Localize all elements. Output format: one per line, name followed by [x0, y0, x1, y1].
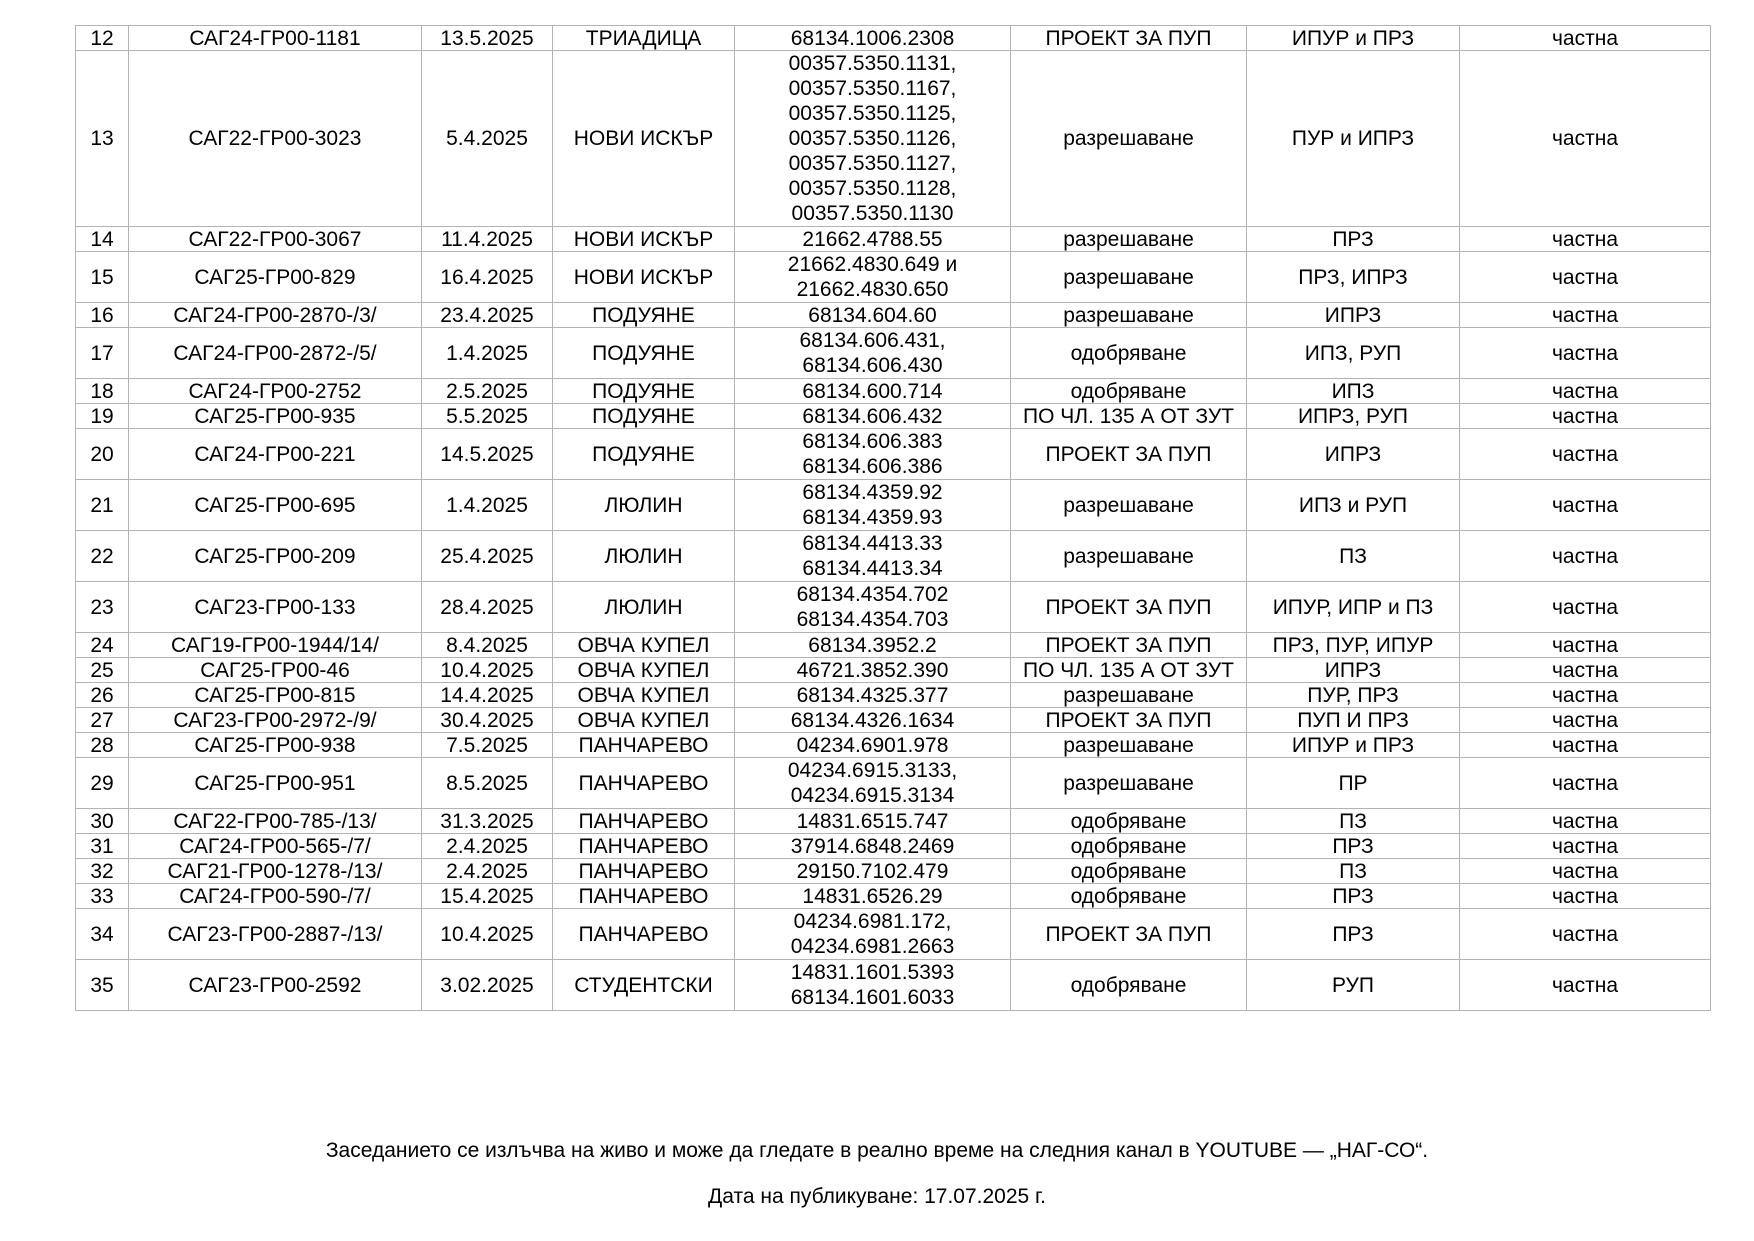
date-cell: 23.4.2025 [422, 303, 553, 328]
row-number: 13 [76, 51, 129, 227]
row-number: 28 [76, 733, 129, 758]
procedure-cell: одобряване [1011, 328, 1247, 379]
parcels-cell: 37914.6848.2469 [735, 834, 1011, 859]
agenda-table-body [76, 26, 1711, 1011]
plan-type-cell: ИПЗ, РУП [1247, 328, 1460, 379]
parcels-cell: 14831.6526.29 [735, 884, 1011, 909]
district-cell: ПАНЧАРЕВО [553, 809, 735, 834]
parcels-cell: 68134.606.432 [735, 404, 1011, 429]
plan-type-cell: ИПУР, ИПР и ПЗ [1247, 582, 1460, 633]
procedure-cell: одобряване [1011, 960, 1247, 1011]
ownership-cell: частна [1460, 404, 1711, 429]
table-row [76, 227, 1711, 252]
district-cell: ПОДУЯНЕ [553, 379, 735, 404]
table-row [76, 859, 1711, 884]
plan-type-cell: ПЗ [1247, 809, 1460, 834]
procedure-cell: ПРОЕКТ ЗА ПУП [1011, 708, 1247, 733]
table-row [76, 582, 1711, 633]
procedure-cell: разрешаване [1011, 480, 1247, 531]
table-row [76, 429, 1711, 480]
procedure-cell: одобряване [1011, 379, 1247, 404]
parcels-cell: 68134.4413.33 68134.4413.34 [735, 531, 1011, 582]
row-number: 18 [76, 379, 129, 404]
table-row [76, 909, 1711, 960]
district-cell: ТРИАДИЦА [553, 26, 735, 51]
plan-type-cell: ИПРЗ [1247, 429, 1460, 480]
reference-number: САГ22-ГР00-3067 [129, 227, 422, 252]
district-cell: ПАНЧАРЕВО [553, 733, 735, 758]
row-number: 12 [76, 26, 129, 51]
procedure-cell: одобряване [1011, 834, 1247, 859]
broadcast-note: Заседанието се излъчва на живо и може да гледате в реално време на следния канал в YOUTUBE — „НАГ-СО“. [325, 1139, 1429, 1162]
row-number: 19 [76, 404, 129, 429]
row-number: 17 [76, 328, 129, 379]
table-row [76, 733, 1711, 758]
ownership-cell: частна [1460, 429, 1711, 480]
ownership-cell: частна [1460, 633, 1711, 658]
procedure-cell: одобряване [1011, 859, 1247, 884]
table-row [76, 252, 1711, 303]
reference-number: САГ25-ГР00-829 [129, 252, 422, 303]
plan-type-cell: ПЗ [1247, 859, 1460, 884]
ownership-cell: частна [1460, 480, 1711, 531]
date-cell: 15.4.2025 [422, 884, 553, 909]
date-cell: 11.4.2025 [422, 227, 553, 252]
plan-type-cell: ПУР и ИПРЗ [1247, 51, 1460, 227]
reference-number: САГ25-ГР00-695 [129, 480, 422, 531]
ownership-cell: частна [1460, 758, 1711, 809]
district-cell: ЛЮЛИН [553, 582, 735, 633]
ownership-cell: частна [1460, 708, 1711, 733]
parcels-cell: 68134.4354.702 68134.4354.703 [735, 582, 1011, 633]
procedure-cell: ПРОЕКТ ЗА ПУП [1011, 429, 1247, 480]
procedure-cell: разрешаване [1011, 227, 1247, 252]
ownership-cell: частна [1460, 683, 1711, 708]
ownership-cell: частна [1460, 834, 1711, 859]
date-cell: 14.5.2025 [422, 429, 553, 480]
procedure-cell: ПРОЕКТ ЗА ПУП [1011, 633, 1247, 658]
date-cell: 8.4.2025 [422, 633, 553, 658]
reference-number: САГ22-ГР00-3023 [129, 51, 422, 227]
ownership-cell: частна [1460, 909, 1711, 960]
procedure-cell: ПРОЕКТ ЗА ПУП [1011, 582, 1247, 633]
table-row [76, 328, 1711, 379]
table-row [76, 708, 1711, 733]
plan-type-cell: ПУР, ПРЗ [1247, 683, 1460, 708]
parcels-cell: 21662.4830.649 и 21662.4830.650 [735, 252, 1011, 303]
procedure-cell: разрешаване [1011, 531, 1247, 582]
row-number: 16 [76, 303, 129, 328]
ownership-cell: частна [1460, 859, 1711, 884]
parcels-cell: 68134.600.714 [735, 379, 1011, 404]
procedure-cell: разрешаване [1011, 51, 1247, 227]
parcels-cell: 68134.4326.1634 [735, 708, 1011, 733]
row-number: 31 [76, 834, 129, 859]
parcels-cell: 68134.4359.92 68134.4359.93 [735, 480, 1011, 531]
ownership-cell: частна [1460, 733, 1711, 758]
parcels-cell: 04234.6981.172, 04234.6981.2663 [735, 909, 1011, 960]
row-number: 32 [76, 859, 129, 884]
ownership-cell: частна [1460, 960, 1711, 1011]
row-number: 20 [76, 429, 129, 480]
ownership-cell: частна [1460, 582, 1711, 633]
date-cell: 10.4.2025 [422, 658, 553, 683]
reference-number: САГ24-ГР00-221 [129, 429, 422, 480]
procedure-cell: разрешаване [1011, 303, 1247, 328]
district-cell: ПАНЧАРЕВО [553, 859, 735, 884]
row-number: 25 [76, 658, 129, 683]
publish-date: Дата на публикуване: 17.07.2025 г. [708, 1185, 1046, 1208]
procedure-cell: ПО ЧЛ. 135 А ОТ ЗУТ [1011, 658, 1247, 683]
row-number: 24 [76, 633, 129, 658]
reference-number: САГ25-ГР00-209 [129, 531, 422, 582]
date-cell: 10.4.2025 [422, 909, 553, 960]
plan-type-cell: ИПУР и ПРЗ [1247, 26, 1460, 51]
row-number: 34 [76, 909, 129, 960]
district-cell: СТУДЕНТСКИ [553, 960, 735, 1011]
date-cell: 30.4.2025 [422, 708, 553, 733]
district-cell: ОВЧА КУПЕЛ [553, 683, 735, 708]
parcels-cell: 68134.606.383 68134.606.386 [735, 429, 1011, 480]
plan-type-cell: ИПРЗ, РУП [1247, 404, 1460, 429]
date-cell: 5.5.2025 [422, 404, 553, 429]
reference-number: САГ25-ГР00-935 [129, 404, 422, 429]
district-cell: ПОДУЯНЕ [553, 429, 735, 480]
reference-number: САГ23-ГР00-2592 [129, 960, 422, 1011]
parcels-cell: 21662.4788.55 [735, 227, 1011, 252]
district-cell: ОВЧА КУПЕЛ [553, 708, 735, 733]
date-cell: 28.4.2025 [422, 582, 553, 633]
reference-number: САГ23-ГР00-2972-/9/ [129, 708, 422, 733]
plan-type-cell: ПРЗ [1247, 884, 1460, 909]
procedure-cell: разрешаване [1011, 252, 1247, 303]
date-cell: 16.4.2025 [422, 252, 553, 303]
date-cell: 1.4.2025 [422, 480, 553, 531]
date-cell: 1.4.2025 [422, 328, 553, 379]
ownership-cell: частна [1460, 51, 1711, 227]
reference-number: САГ19-ГР00-1944/14/ [129, 633, 422, 658]
row-number: 21 [76, 480, 129, 531]
district-cell: ПОДУЯНЕ [553, 303, 735, 328]
reference-number: САГ22-ГР00-785-/13/ [129, 809, 422, 834]
reference-number: САГ21-ГР00-1278-/13/ [129, 859, 422, 884]
reference-number: САГ24-ГР00-2870-/3/ [129, 303, 422, 328]
table-row [76, 658, 1711, 683]
ownership-cell: частна [1460, 531, 1711, 582]
date-cell: 3.02.2025 [422, 960, 553, 1011]
district-cell: ПАНЧАРЕВО [553, 758, 735, 809]
district-cell: ОВЧА КУПЕЛ [553, 658, 735, 683]
reference-number: САГ23-ГР00-2887-/13/ [129, 909, 422, 960]
parcels-cell: 68134.604.60 [735, 303, 1011, 328]
district-cell: ПОДУЯНЕ [553, 404, 735, 429]
table-row [76, 758, 1711, 809]
reference-number: САГ24-ГР00-2872-/5/ [129, 328, 422, 379]
parcels-cell: 14831.1601.5393 68134.1601.6033 [735, 960, 1011, 1011]
table-row [76, 884, 1711, 909]
plan-type-cell: ПРЗ, ПУР, ИПУР [1247, 633, 1460, 658]
district-cell: ПОДУЯНЕ [553, 328, 735, 379]
plan-type-cell: ИПРЗ [1247, 303, 1460, 328]
reference-number: САГ24-ГР00-565-/7/ [129, 834, 422, 859]
reference-number: САГ25-ГР00-46 [129, 658, 422, 683]
row-number: 14 [76, 227, 129, 252]
procedure-cell: одобряване [1011, 884, 1247, 909]
date-cell: 14.4.2025 [422, 683, 553, 708]
procedure-cell: ПРОЕКТ ЗА ПУП [1011, 26, 1247, 51]
table-row [76, 379, 1711, 404]
row-number: 22 [76, 531, 129, 582]
district-cell: НОВИ ИСКЪР [553, 252, 735, 303]
row-number: 26 [76, 683, 129, 708]
plan-type-cell: ПЗ [1247, 531, 1460, 582]
procedure-cell: разрешаване [1011, 683, 1247, 708]
parcels-cell: 14831.6515.747 [735, 809, 1011, 834]
parcels-cell: 29150.7102.479 [735, 859, 1011, 884]
procedure-cell: одобряване [1011, 809, 1247, 834]
row-number: 30 [76, 809, 129, 834]
plan-type-cell: ПРЗ [1247, 227, 1460, 252]
ownership-cell: частна [1460, 658, 1711, 683]
table-row [76, 26, 1711, 51]
date-cell: 7.5.2025 [422, 733, 553, 758]
table-row [76, 51, 1711, 227]
ownership-cell: частна [1460, 379, 1711, 404]
ownership-cell: частна [1460, 809, 1711, 834]
table-row [76, 633, 1711, 658]
table-row [76, 960, 1711, 1011]
plan-type-cell: ИПЗ и РУП [1247, 480, 1460, 531]
ownership-cell: частна [1460, 252, 1711, 303]
reference-number: САГ24-ГР00-590-/7/ [129, 884, 422, 909]
parcels-cell: 68134.4325.377 [735, 683, 1011, 708]
district-cell: ПАНЧАРЕВО [553, 834, 735, 859]
row-number: 29 [76, 758, 129, 809]
parcels-cell: 46721.3852.390 [735, 658, 1011, 683]
district-cell: ПАНЧАРЕВО [553, 884, 735, 909]
parcels-cell: 68134.3952.2 [735, 633, 1011, 658]
district-cell: ОВЧА КУПЕЛ [553, 633, 735, 658]
plan-type-cell: ИПРЗ [1247, 658, 1460, 683]
date-cell: 2.5.2025 [422, 379, 553, 404]
plan-type-cell: ПРЗ [1247, 834, 1460, 859]
plan-type-cell: ПУП И ПРЗ [1247, 708, 1460, 733]
ownership-cell: частна [1460, 26, 1711, 51]
date-cell: 25.4.2025 [422, 531, 553, 582]
procedure-cell: разрешаване [1011, 733, 1247, 758]
parcels-cell: 68134.606.431, 68134.606.430 [735, 328, 1011, 379]
date-cell: 31.3.2025 [422, 809, 553, 834]
procedure-cell: ПРОЕКТ ЗА ПУП [1011, 909, 1247, 960]
district-cell: НОВИ ИСКЪР [553, 51, 735, 227]
table-row [76, 404, 1711, 429]
district-cell: ЛЮЛИН [553, 531, 735, 582]
table-row [76, 834, 1711, 859]
ownership-cell: частна [1460, 328, 1711, 379]
row-number: 33 [76, 884, 129, 909]
reference-number: САГ25-ГР00-951 [129, 758, 422, 809]
parcels-cell: 00357.5350.1131, 00357.5350.1167, 00357.5350.1125, 00357.5350.1126, 00357.5350.1127, 00357.5350.1128, 00357.5350.1130 [735, 51, 1011, 227]
row-number: 35 [76, 960, 129, 1011]
table-row [76, 480, 1711, 531]
agenda-table [75, 25, 1711, 1011]
plan-type-cell: ПР [1247, 758, 1460, 809]
parcels-cell: 68134.1006.2308 [735, 26, 1011, 51]
date-cell: 8.5.2025 [422, 758, 553, 809]
reference-number: САГ24-ГР00-2752 [129, 379, 422, 404]
reference-number: САГ25-ГР00-815 [129, 683, 422, 708]
table-row [76, 303, 1711, 328]
date-cell: 13.5.2025 [422, 26, 553, 51]
ownership-cell: частна [1460, 227, 1711, 252]
row-number: 15 [76, 252, 129, 303]
plan-type-cell: ПРЗ, ИПРЗ [1247, 252, 1460, 303]
reference-number: САГ24-ГР00-1181 [129, 26, 422, 51]
district-cell: ПАНЧАРЕВО [553, 909, 735, 960]
plan-type-cell: ПРЗ [1247, 909, 1460, 960]
row-number: 27 [76, 708, 129, 733]
plan-type-cell: ИПУР и ПРЗ [1247, 733, 1460, 758]
ownership-cell: частна [1460, 303, 1711, 328]
reference-number: САГ23-ГР00-133 [129, 582, 422, 633]
row-number: 23 [76, 582, 129, 633]
date-cell: 2.4.2025 [422, 834, 553, 859]
district-cell: ЛЮЛИН [553, 480, 735, 531]
parcels-cell: 04234.6915.3133, 04234.6915.3134 [735, 758, 1011, 809]
procedure-cell: ПО ЧЛ. 135 А ОТ ЗУТ [1011, 404, 1247, 429]
plan-type-cell: ИПЗ [1247, 379, 1460, 404]
reference-number: САГ25-ГР00-938 [129, 733, 422, 758]
table-row [76, 809, 1711, 834]
table-row [76, 531, 1711, 582]
ownership-cell: частна [1460, 884, 1711, 909]
parcels-cell: 04234.6901.978 [735, 733, 1011, 758]
plan-type-cell: РУП [1247, 960, 1460, 1011]
procedure-cell: разрешаване [1011, 758, 1247, 809]
table-row [76, 683, 1711, 708]
district-cell: НОВИ ИСКЪР [553, 227, 735, 252]
date-cell: 5.4.2025 [422, 51, 553, 227]
date-cell: 2.4.2025 [422, 859, 553, 884]
